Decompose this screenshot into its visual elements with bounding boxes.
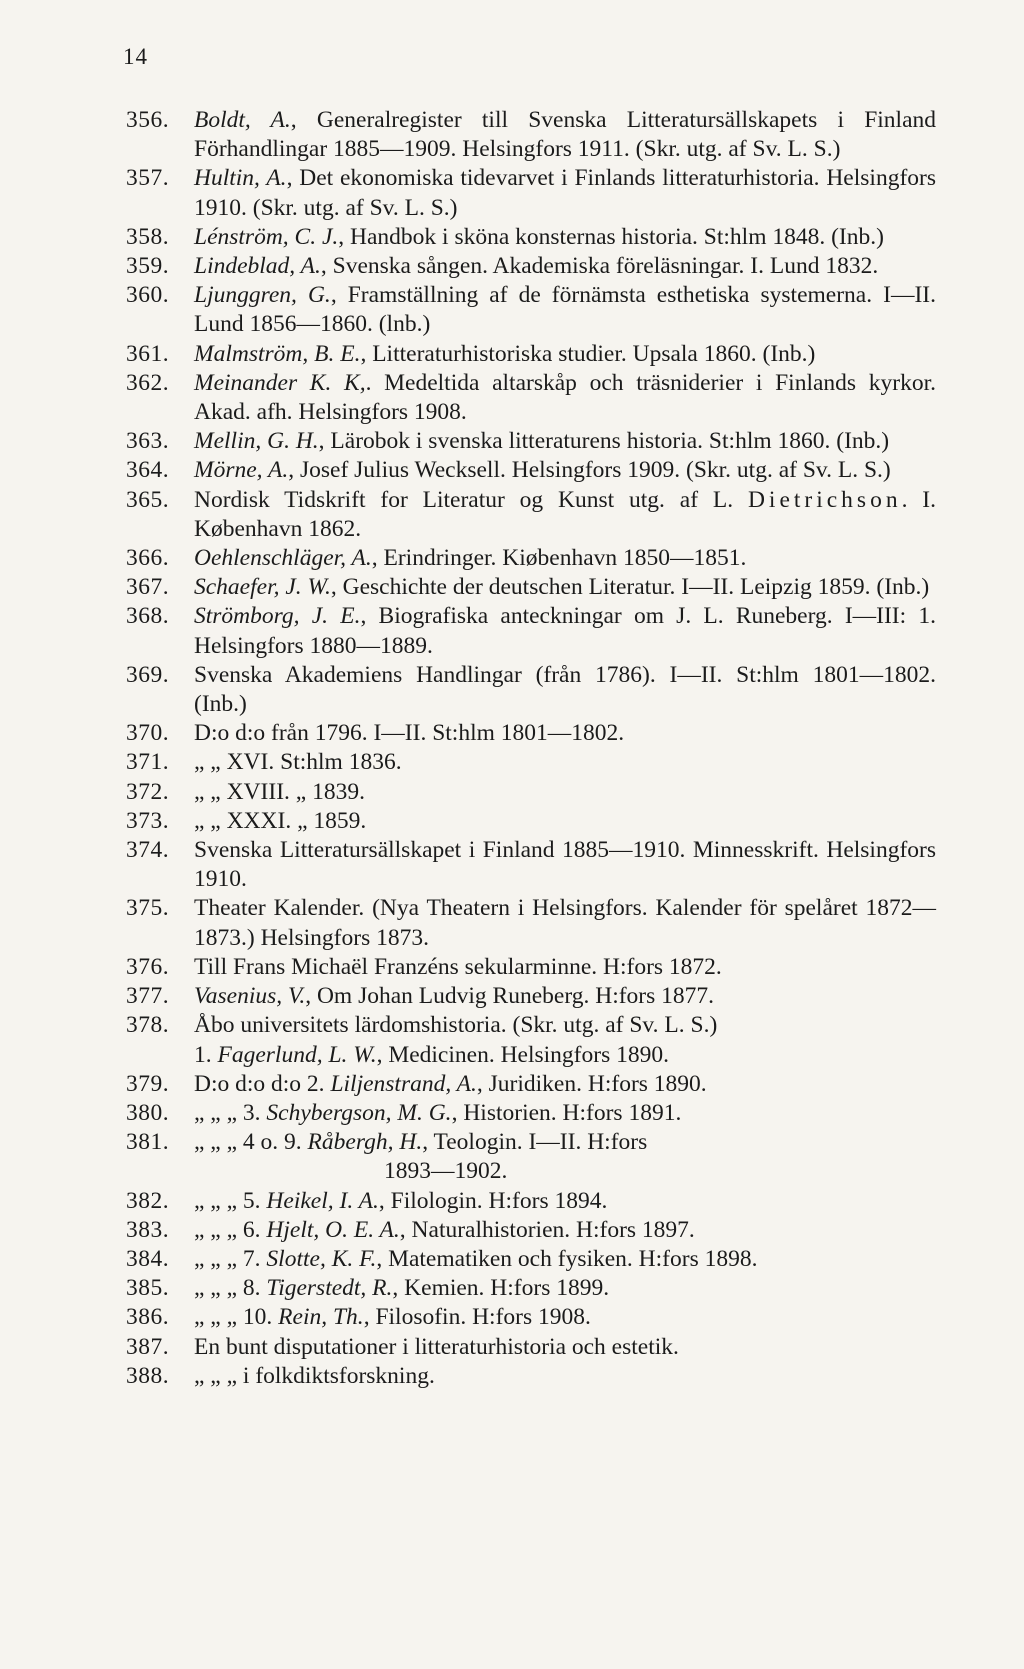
entry-author: Lindeblad, A. (194, 253, 321, 280)
entry-text: , Lärobok i svenska litteraturens historia. St:hlm 1860. (Inb.) (318, 428, 890, 455)
entry-author: Hjelt, O. E. A. (266, 1216, 400, 1243)
bibliography-entry (126, 486, 936, 544)
entry-text: , Handbok i sköna konsternas historia. St:hlm 1848. (Inb.) (338, 223, 884, 250)
entry-text: „ „ „ 8. (194, 1275, 267, 1302)
bibliography-entry (126, 602, 936, 660)
entry-number: 385. (126, 1275, 170, 1302)
entry-number: 368. (126, 603, 170, 630)
entry-text: Theater Kalender. (Nya Theatern i Helsingfors. Kalender för spelåret 1872—1873.) Helsingfors 1873. (194, 895, 936, 951)
entry-number: 378. (126, 1012, 170, 1039)
entry-text: „ „ „ 4 o. 9. (194, 1129, 308, 1156)
bibliography-entry (126, 544, 936, 573)
bibliography-entry (126, 1333, 936, 1362)
entry-number: 375. (126, 895, 170, 922)
entry-author: Tigerstedt, R. (266, 1275, 393, 1302)
bibliography-entry (126, 719, 936, 748)
entry-author: Liljenstrand, A. (330, 1070, 477, 1097)
entry-text-tail: , Juridiken. H:fors 1890. (476, 1070, 707, 1097)
entry-number: 382. (126, 1187, 170, 1214)
bibliography-entry (126, 748, 936, 777)
entry-text-tail: , Historien. H:fors 1891. (451, 1099, 682, 1126)
bibliography-entry (126, 1187, 936, 1216)
bibliography-entry (126, 223, 936, 252)
entry-text: Åbo universitets lärdomshistoria. (Skr. utg. af Sv. L. S.) (194, 1012, 718, 1039)
entry-number: 369. (126, 661, 170, 688)
entry-text: „ „ „ 3. (194, 1099, 267, 1126)
entry-number: 384. (126, 1245, 170, 1272)
entry-text: , Litteraturhistoriska studier. Upsala 1860. (Inb.) (360, 340, 816, 367)
page-number: 14 (123, 44, 148, 69)
bibliography-entry (126, 456, 936, 485)
entry-text: , Biografiska anteckningar om J. L. Runeberg. I—III: 1. Helsingfors 1880—1889. (194, 603, 936, 659)
entry-subline-text: , Medicinen. Helsingfors 1890. (376, 1041, 669, 1068)
entry-text: „ „ XVI. St:hlm 1836. (194, 749, 402, 776)
bibliography-entry (126, 1128, 936, 1186)
entry-number: 367. (126, 574, 170, 601)
entry-text: „ „ „ 10. (194, 1304, 279, 1331)
entry-author: Ljunggren, G. (194, 282, 331, 309)
entry-number: 383. (126, 1216, 170, 1243)
entry-author: Malmström, B. E. (194, 340, 361, 367)
entry-author: Schybergson, M. G. (266, 1099, 452, 1126)
entry-text: D:o d:o från 1796. I—II. St:hlm 1801—1802. (194, 720, 625, 747)
bibliography-entry (126, 1070, 936, 1099)
bibliography-entry (126, 1099, 936, 1128)
bibliography-entry (126, 661, 936, 719)
entry-text: , Svenska sången. Akademiska föreläsningar. I. Lund 1832. (320, 253, 879, 280)
entry-author: Heikel, I. A. (266, 1187, 379, 1214)
entry-number: 364. (126, 457, 170, 484)
entry-text: „ „ XVIII. „ 1839. (194, 778, 365, 805)
entry-number: 379. (126, 1070, 170, 1097)
entry-author: Schaefer, J. W. (194, 574, 331, 601)
entry-text: En bunt disputationer i litteraturhistoria och estetik. (194, 1333, 679, 1360)
entry-subline (194, 1041, 936, 1070)
entry-author: Hultin, A. (194, 165, 287, 192)
entry-number: 371. (126, 749, 170, 776)
entry-author: Mörne, A. (194, 457, 289, 484)
bibliography-entry (126, 1245, 936, 1274)
entry-number: 386. (126, 1304, 170, 1331)
bibliography-entry (126, 894, 936, 952)
entry-text: Svenska Akademiens Handlingar (från 1786). I—II. St:hlm 1801—1802. (Inb.) (194, 661, 936, 718)
entry-number: 360. (126, 282, 170, 309)
entry-number: 358. (126, 223, 170, 250)
entry-number: 376. (126, 953, 170, 980)
bibliography-entry (126, 369, 936, 427)
entry-text: „ „ „ 7. (194, 1245, 267, 1272)
entry-text: . Medeltida altarskåp och träsniderier i Finlands kyrkor. Akad. afh. Helsingfors 1908. (194, 369, 936, 426)
entry-number: 356. (126, 107, 170, 133)
entry-text: Till Frans Michaël Franzéns sekularminne. H:fors 1872. (194, 953, 722, 980)
entry-text: „ „ „ 6. (194, 1216, 267, 1243)
entry-number: 357. (126, 165, 170, 192)
entry-author: Slotte, K. F. (266, 1245, 377, 1272)
bibliography-entry (126, 1362, 936, 1391)
entry-number: 381. (126, 1129, 170, 1156)
entry-author: Fagerlund, L. W. (217, 1041, 377, 1068)
entry-number: 365. (126, 486, 170, 513)
entry-number: 362. (126, 369, 170, 396)
entry-text: , Geschichte der deutschen Literatur. I—II. Leipzig 1859. (Inb.) (330, 574, 930, 601)
bibliography-entry (126, 807, 936, 836)
entry-number: 380. (126, 1099, 170, 1126)
entry-text-tail: , Matematiken och fysiken. H:fors 1898. (376, 1245, 758, 1272)
entry-subline-prefix: 1. (194, 1041, 218, 1068)
entry-text: , Erindringer. Kiøbenhavn 1850—1851. (371, 545, 747, 572)
bibliography-entry (126, 573, 936, 602)
entry-number: 363. (126, 428, 170, 455)
entry-text: , Josef Julius Wecksell. Helsingfors 1909. (Skr. utg. af Sv. L. S.) (288, 457, 891, 484)
entry-author: Mellin, G. H. (194, 428, 319, 455)
entry-editor: Dietrichson (747, 486, 902, 513)
entry-number: 388. (126, 1362, 170, 1389)
entry-text-tail: , Teologin. I—II. H:fors (422, 1129, 648, 1156)
bibliography-entry (126, 427, 936, 456)
entry-number: 372. (126, 778, 170, 805)
entry-text: , Det ekonomiska tidevarvet i Finlands litteraturhistoria. Helsingfors 1910. (Skr. utg. af Sv. L. S.) (194, 165, 936, 221)
entry-author: Vasenius, V. (194, 983, 306, 1010)
entry-text-tail: , Naturalhistorien. H:fors 1897. (399, 1216, 695, 1243)
entry-number: 370. (126, 720, 170, 747)
entry-number: 377. (126, 983, 170, 1010)
bibliography-entry (126, 106, 936, 164)
bibliography-entry (126, 164, 936, 222)
entry-text: , Framställning af de förnämsta esthetiska systemerna. I—II. Lund 1856—1860. (lnb.) (194, 282, 936, 338)
entry-number: 373. (126, 807, 170, 834)
entry-author: Meinander K. K, (194, 369, 366, 396)
bibliography-entry (126, 252, 936, 281)
entry-author: Boldt, A. (194, 107, 291, 133)
bibliography-entry (126, 1303, 936, 1332)
entry-text-tail: , Kemien. H:fors 1899. (392, 1275, 610, 1302)
entry-number: 361. (126, 340, 170, 367)
entry-text-continued: 1893—1902. (384, 1158, 508, 1185)
entry-text: , Generalregister till Svenska Litteratursällskapets i Finland Förhandlingar 1885—1909. Helsingfors 1911. (Skr. utg. af Sv. L. S.) (194, 107, 936, 163)
entry-author: Lénström, C. J. (194, 223, 339, 250)
entry-text-tail: , Filologin. H:fors 1894. (378, 1187, 608, 1214)
entry-author: Oehlenschläger, A. (194, 545, 372, 572)
bibliography-entry (126, 953, 936, 982)
entry-text: , Om Johan Ludvig Runeberg. H:fors 1877. (305, 983, 715, 1010)
entry-number: 359. (126, 253, 170, 280)
bibliography-entry (126, 778, 936, 807)
entry-text: Nordisk Tidskrift for Literatur og Kunst utg. af L. (194, 486, 748, 513)
entry-text-tail: , Filosofin. H:fors 1908. (363, 1304, 591, 1331)
bibliography-list (126, 106, 936, 1391)
bibliography-entry (126, 340, 936, 369)
bibliography-entry (126, 1011, 936, 1069)
bibliography-entry (126, 1216, 936, 1245)
entry-text: Svenska Litteratursällskapet i Finland 1885—1910. Minnesskrift. Helsingfors 1910. (194, 837, 936, 893)
entry-number: 374. (126, 837, 170, 864)
entry-number: 366. (126, 545, 170, 572)
entry-author: Strömborg, J. E. (194, 603, 361, 630)
bibliography-entry (126, 281, 936, 339)
entry-text-tail: . I. København 1862. (194, 486, 936, 542)
entry-text: „ „ „ i folkdiktsforskning. (194, 1362, 435, 1389)
entry-author: Råbergh, H. (307, 1129, 423, 1156)
entry-text: „ „ XXXI. „ 1859. (194, 807, 367, 834)
entry-text: „ „ „ 5. (194, 1187, 267, 1214)
bibliography-entry (126, 836, 936, 894)
entry-author: Rein, Th. (278, 1304, 364, 1331)
bibliography-entry (126, 1274, 936, 1303)
bibliography-entry (126, 982, 936, 1011)
entry-number: 387. (126, 1333, 170, 1360)
entry-text: D:o d:o d:o 2. (194, 1070, 331, 1097)
